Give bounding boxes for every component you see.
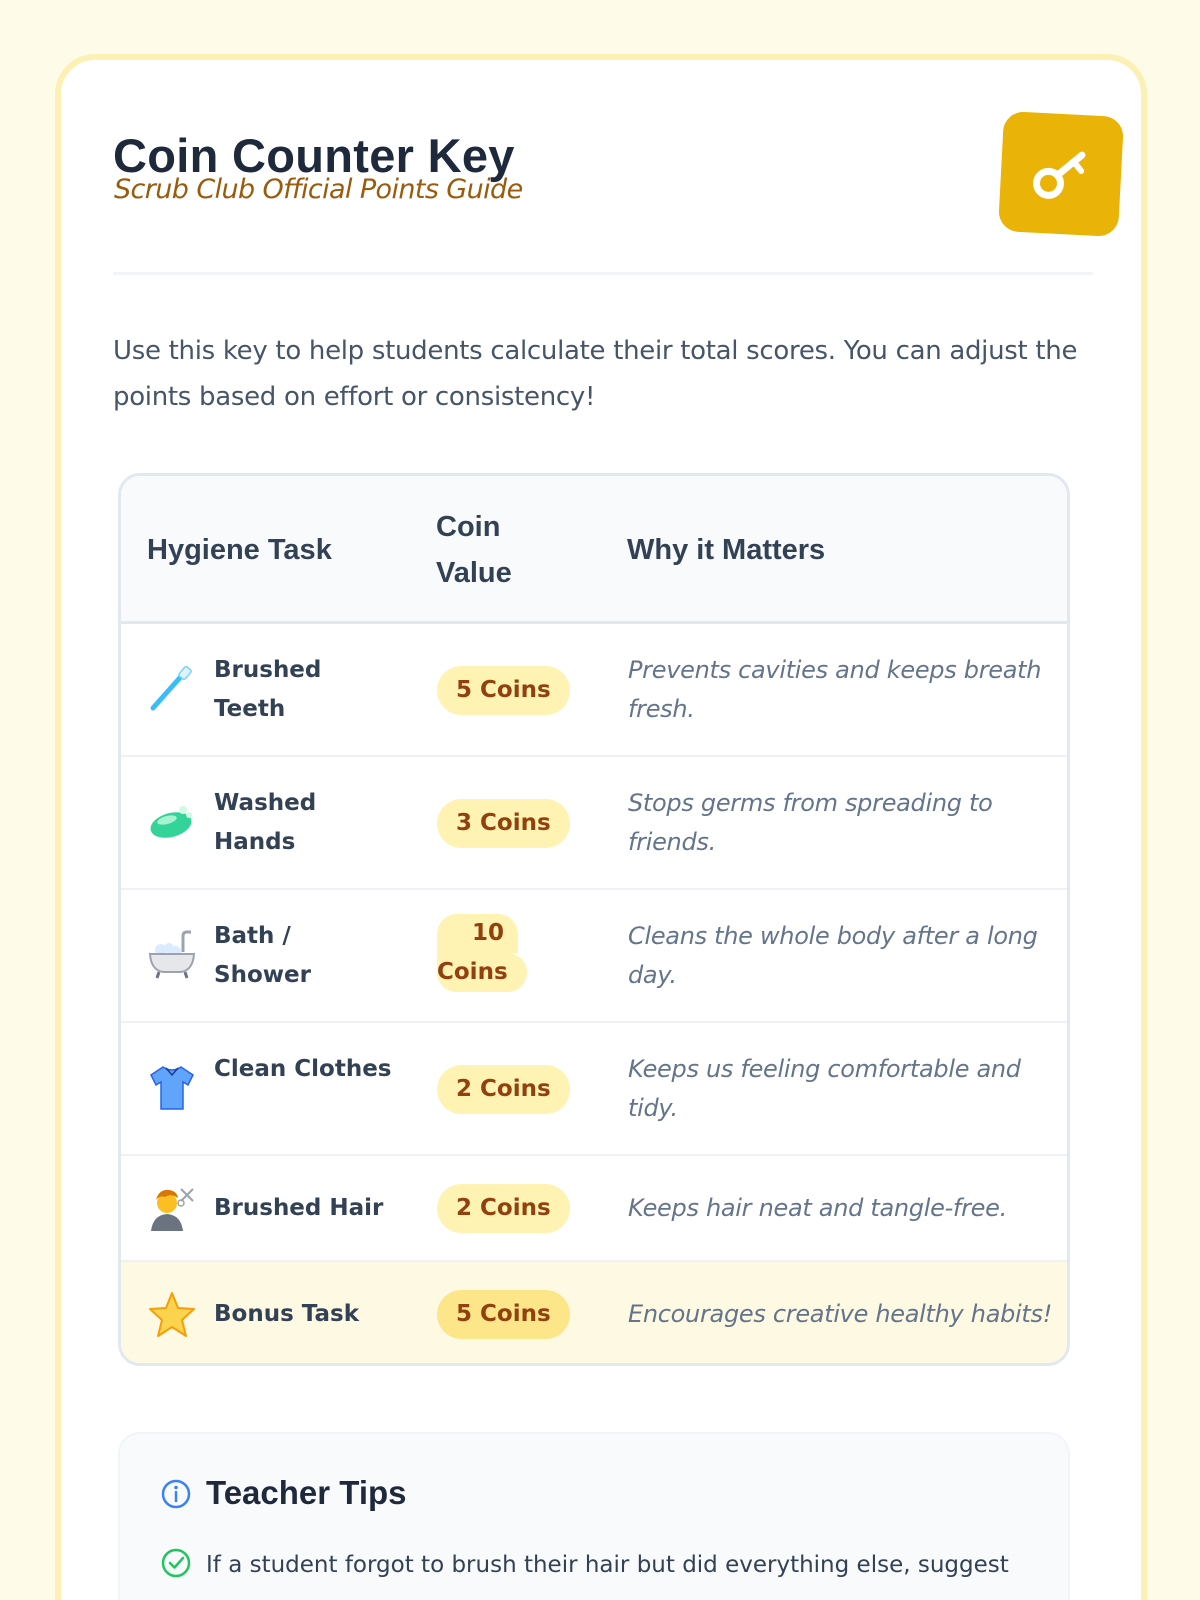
haircut-icon <box>147 1183 197 1233</box>
tip-item: If a student forgot to brush their hair but did everything else, suggest <box>206 1552 1009 1578</box>
header <box>113 120 1093 275</box>
table-row <box>121 624 1067 757</box>
toothbrush-icon <box>147 664 197 714</box>
task-name: Bonus Task <box>214 1301 360 1327</box>
soap-icon <box>147 797 197 847</box>
why-text: Keeps hair neat and tangle-free. <box>628 1194 1007 1222</box>
coin-value-badge: 3 Coins <box>437 799 570 848</box>
why-text: Encourages creative healthy habits! <box>628 1300 1053 1328</box>
why-text: Stops germs from spreading to friends. <box>628 789 993 856</box>
coin-value-unit: Coins <box>437 953 527 992</box>
why-text: Keeps us feeling comfortable and tidy. <box>628 1055 1021 1122</box>
intro-text: Use this key to help students calculate their total scores. You can adjust the points based on effort or consistency! <box>113 336 1078 412</box>
table-header <box>121 476 1067 624</box>
page-title: Coin Counter Key <box>113 129 515 182</box>
teacher-tips-panel <box>118 1432 1070 1600</box>
tips-title: Teacher Tips <box>206 1474 407 1511</box>
column-header-coin-value: Coin Value <box>436 511 512 589</box>
bathtub-icon <box>147 930 197 980</box>
why-text: Prevents cavities and keeps breath fresh. <box>628 656 1042 723</box>
coin-value-badge: 5 Coins <box>437 1290 570 1339</box>
task-name: Bath / Shower <box>214 923 311 988</box>
task-name: Washed Hands <box>214 790 317 855</box>
column-header-task: Hygiene Task <box>147 534 332 566</box>
coin-value-badge <box>437 914 523 992</box>
task-name: Clean Clothes <box>214 1056 392 1082</box>
info-icon <box>160 1478 192 1510</box>
key-icon <box>1027 140 1094 207</box>
table-row-bonus <box>121 1262 1067 1366</box>
shirt-icon <box>147 1063 197 1113</box>
task-name: Brushed Teeth <box>214 657 322 722</box>
coin-value-badge: 5 Coins <box>437 666 570 715</box>
points-guide-card <box>55 54 1147 1600</box>
task-name: Brushed Hair <box>214 1195 384 1221</box>
table-row <box>121 1023 1067 1156</box>
coin-table <box>118 473 1070 1366</box>
star-icon <box>147 1290 197 1340</box>
page-subtitle: Scrub Club Official Points Guide <box>114 174 523 205</box>
coin-value-number: 10 <box>437 914 518 953</box>
table-row <box>121 757 1067 890</box>
column-header-why: Why it Matters <box>627 534 826 566</box>
key-badge <box>998 111 1124 237</box>
table-row <box>121 890 1067 1023</box>
check-circle-icon <box>160 1547 192 1579</box>
coin-value-badge: 2 Coins <box>437 1065 570 1114</box>
why-text: Cleans the whole body after a long day. <box>628 922 1038 989</box>
coin-value-badge: 2 Coins <box>437 1184 570 1233</box>
table-row <box>121 1156 1067 1262</box>
